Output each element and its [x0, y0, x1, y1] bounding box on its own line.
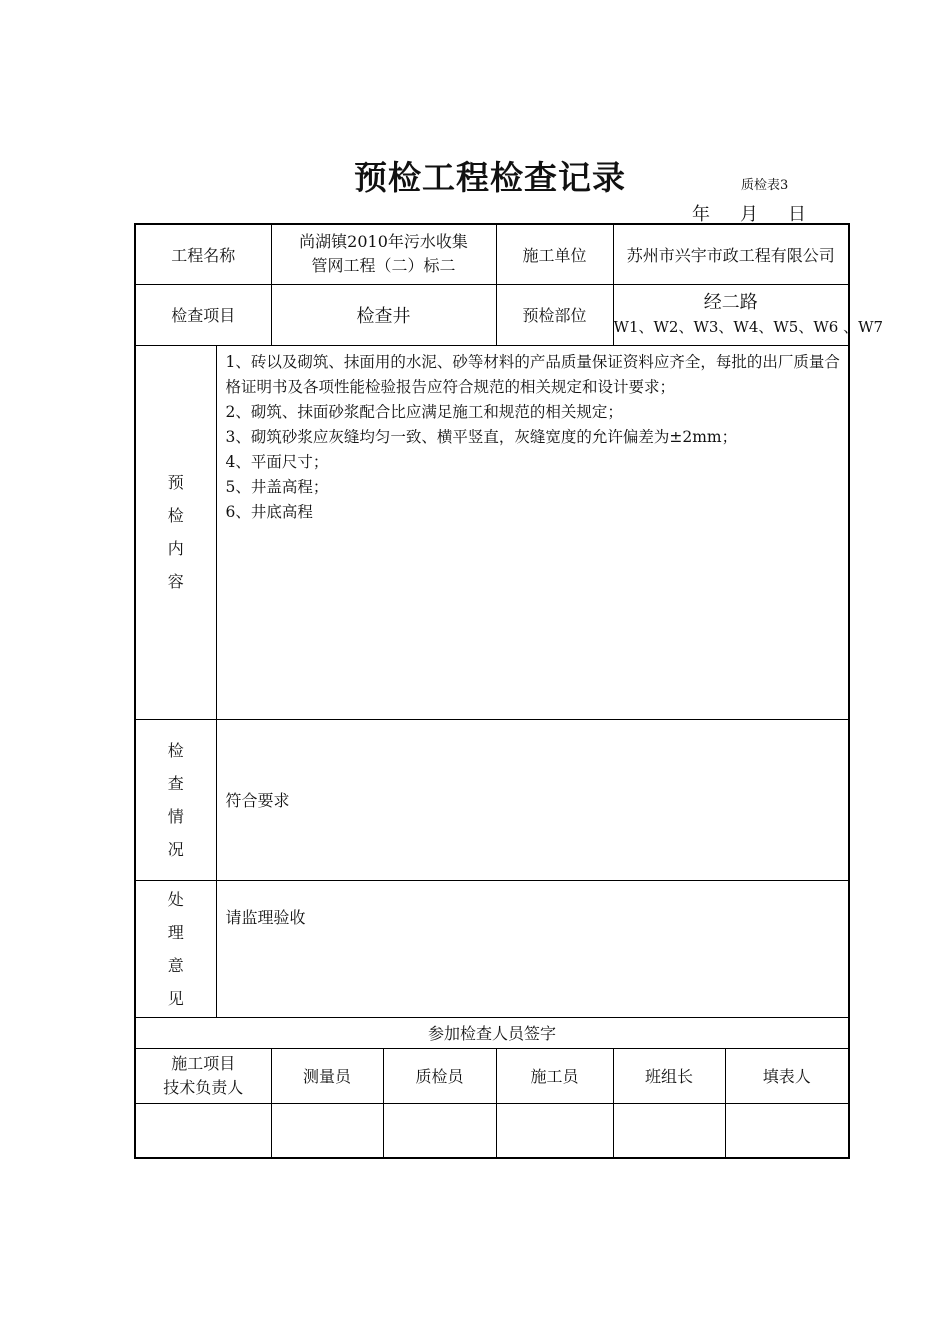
contractor-value: 苏州市兴宇市政工程有限公司: [613, 224, 849, 284]
handling-value: 请监理验收: [216, 880, 849, 1017]
label-char: 见: [167, 988, 184, 1008]
project-name-line1: 尚湖镇2010年污水收集: [299, 232, 468, 252]
precheck-content-row: [135, 345, 849, 719]
handling-row: [135, 880, 849, 1017]
inspection-label: [135, 719, 216, 880]
handling-label: [135, 880, 216, 1017]
location-road: 经二路: [703, 291, 758, 313]
project-row: [135, 224, 849, 284]
project-name-label: 工程名称: [135, 224, 271, 284]
precheck-item: 5、井盖高程；: [225, 477, 329, 496]
item-row: [135, 284, 849, 345]
signature-role-quality-inspector: 质检员: [383, 1048, 496, 1103]
label-char: 检: [167, 740, 184, 760]
precheck-item: 2、砌筑、抹面砂浆配合比应满足施工和规范的相关规定；: [225, 402, 623, 421]
precheck-item: 3、砌筑砂浆应灰缝均匀一致、横平竖直，灰缝宽度的允许偏差为±2mm；: [225, 427, 738, 446]
date-day-label: 日: [788, 204, 806, 225]
label-char: 况: [167, 839, 184, 859]
page-title: 预检工程检查记录: [354, 158, 626, 197]
label-char: 查: [167, 773, 184, 793]
signature-field-form-filler[interactable]: [725, 1103, 849, 1158]
precheck-location-value: [613, 284, 884, 345]
precheck-content-list: [216, 345, 849, 719]
signature-title-row: [135, 1017, 849, 1048]
signature-field-tech-lead[interactable]: [135, 1103, 271, 1158]
inspection-row: [135, 719, 849, 880]
signature-role-tech-lead: [135, 1048, 271, 1103]
label-char: 检: [167, 506, 184, 525]
signature-title: 参加检查人员签字: [135, 1017, 849, 1048]
location-wells: W1、W2、W3、W4、W5、W6 、W7: [613, 317, 884, 336]
label-char: 理: [167, 922, 184, 942]
inspection-value: 符合要求: [216, 719, 849, 880]
signature-blank-row: [135, 1103, 849, 1158]
signature-role-team-leader: 班组长: [613, 1048, 725, 1103]
label-char: 意: [167, 955, 184, 975]
signature-field-team-leader[interactable]: [613, 1103, 725, 1158]
check-item-label: 检查项目: [135, 284, 271, 345]
signature-role-surveyor: 测量员: [271, 1048, 383, 1103]
label-char: 情: [167, 806, 184, 826]
label-char: 处: [167, 889, 184, 909]
date-month-label: 月: [740, 204, 758, 225]
label-char: 预: [167, 473, 184, 492]
precheck-location-label: 预检部位: [496, 284, 613, 345]
contractor-label: 施工单位: [496, 224, 613, 284]
signature-role-constructor: 施工员: [496, 1048, 613, 1103]
role-line: 施工项目: [171, 1053, 236, 1073]
precheck-item: 1、砖以及砌筑、抹面用的水泥、砂等材料的产品质量保证资料应齐全，每批的出厂质量合格证明书及各项性能检验报告应符合规范的相关规定和设计要求；: [225, 352, 840, 396]
inspection-form-table: [134, 223, 884, 1159]
label-char: 内: [167, 539, 184, 558]
precheck-content-label: [135, 345, 216, 719]
role-line: 技术负责人: [163, 1077, 244, 1097]
project-name-value: [271, 224, 496, 284]
precheck-item: 6、井底高程: [225, 502, 313, 521]
project-name-line2: 管网工程（二）标二: [311, 256, 456, 276]
precheck-item: 4、平面尺寸；: [225, 452, 329, 471]
label-char: 容: [167, 572, 184, 591]
form-code: 质检表3: [741, 178, 789, 193]
date-year-label: 年: [692, 204, 710, 225]
check-item-value: 检查井: [271, 284, 496, 345]
signature-field-quality-inspector[interactable]: [383, 1103, 496, 1158]
signature-field-constructor[interactable]: [496, 1103, 613, 1158]
signature-field-surveyor[interactable]: [271, 1103, 383, 1158]
signature-role-form-filler: 填表人: [725, 1048, 849, 1103]
signature-roles-row: [135, 1048, 849, 1103]
